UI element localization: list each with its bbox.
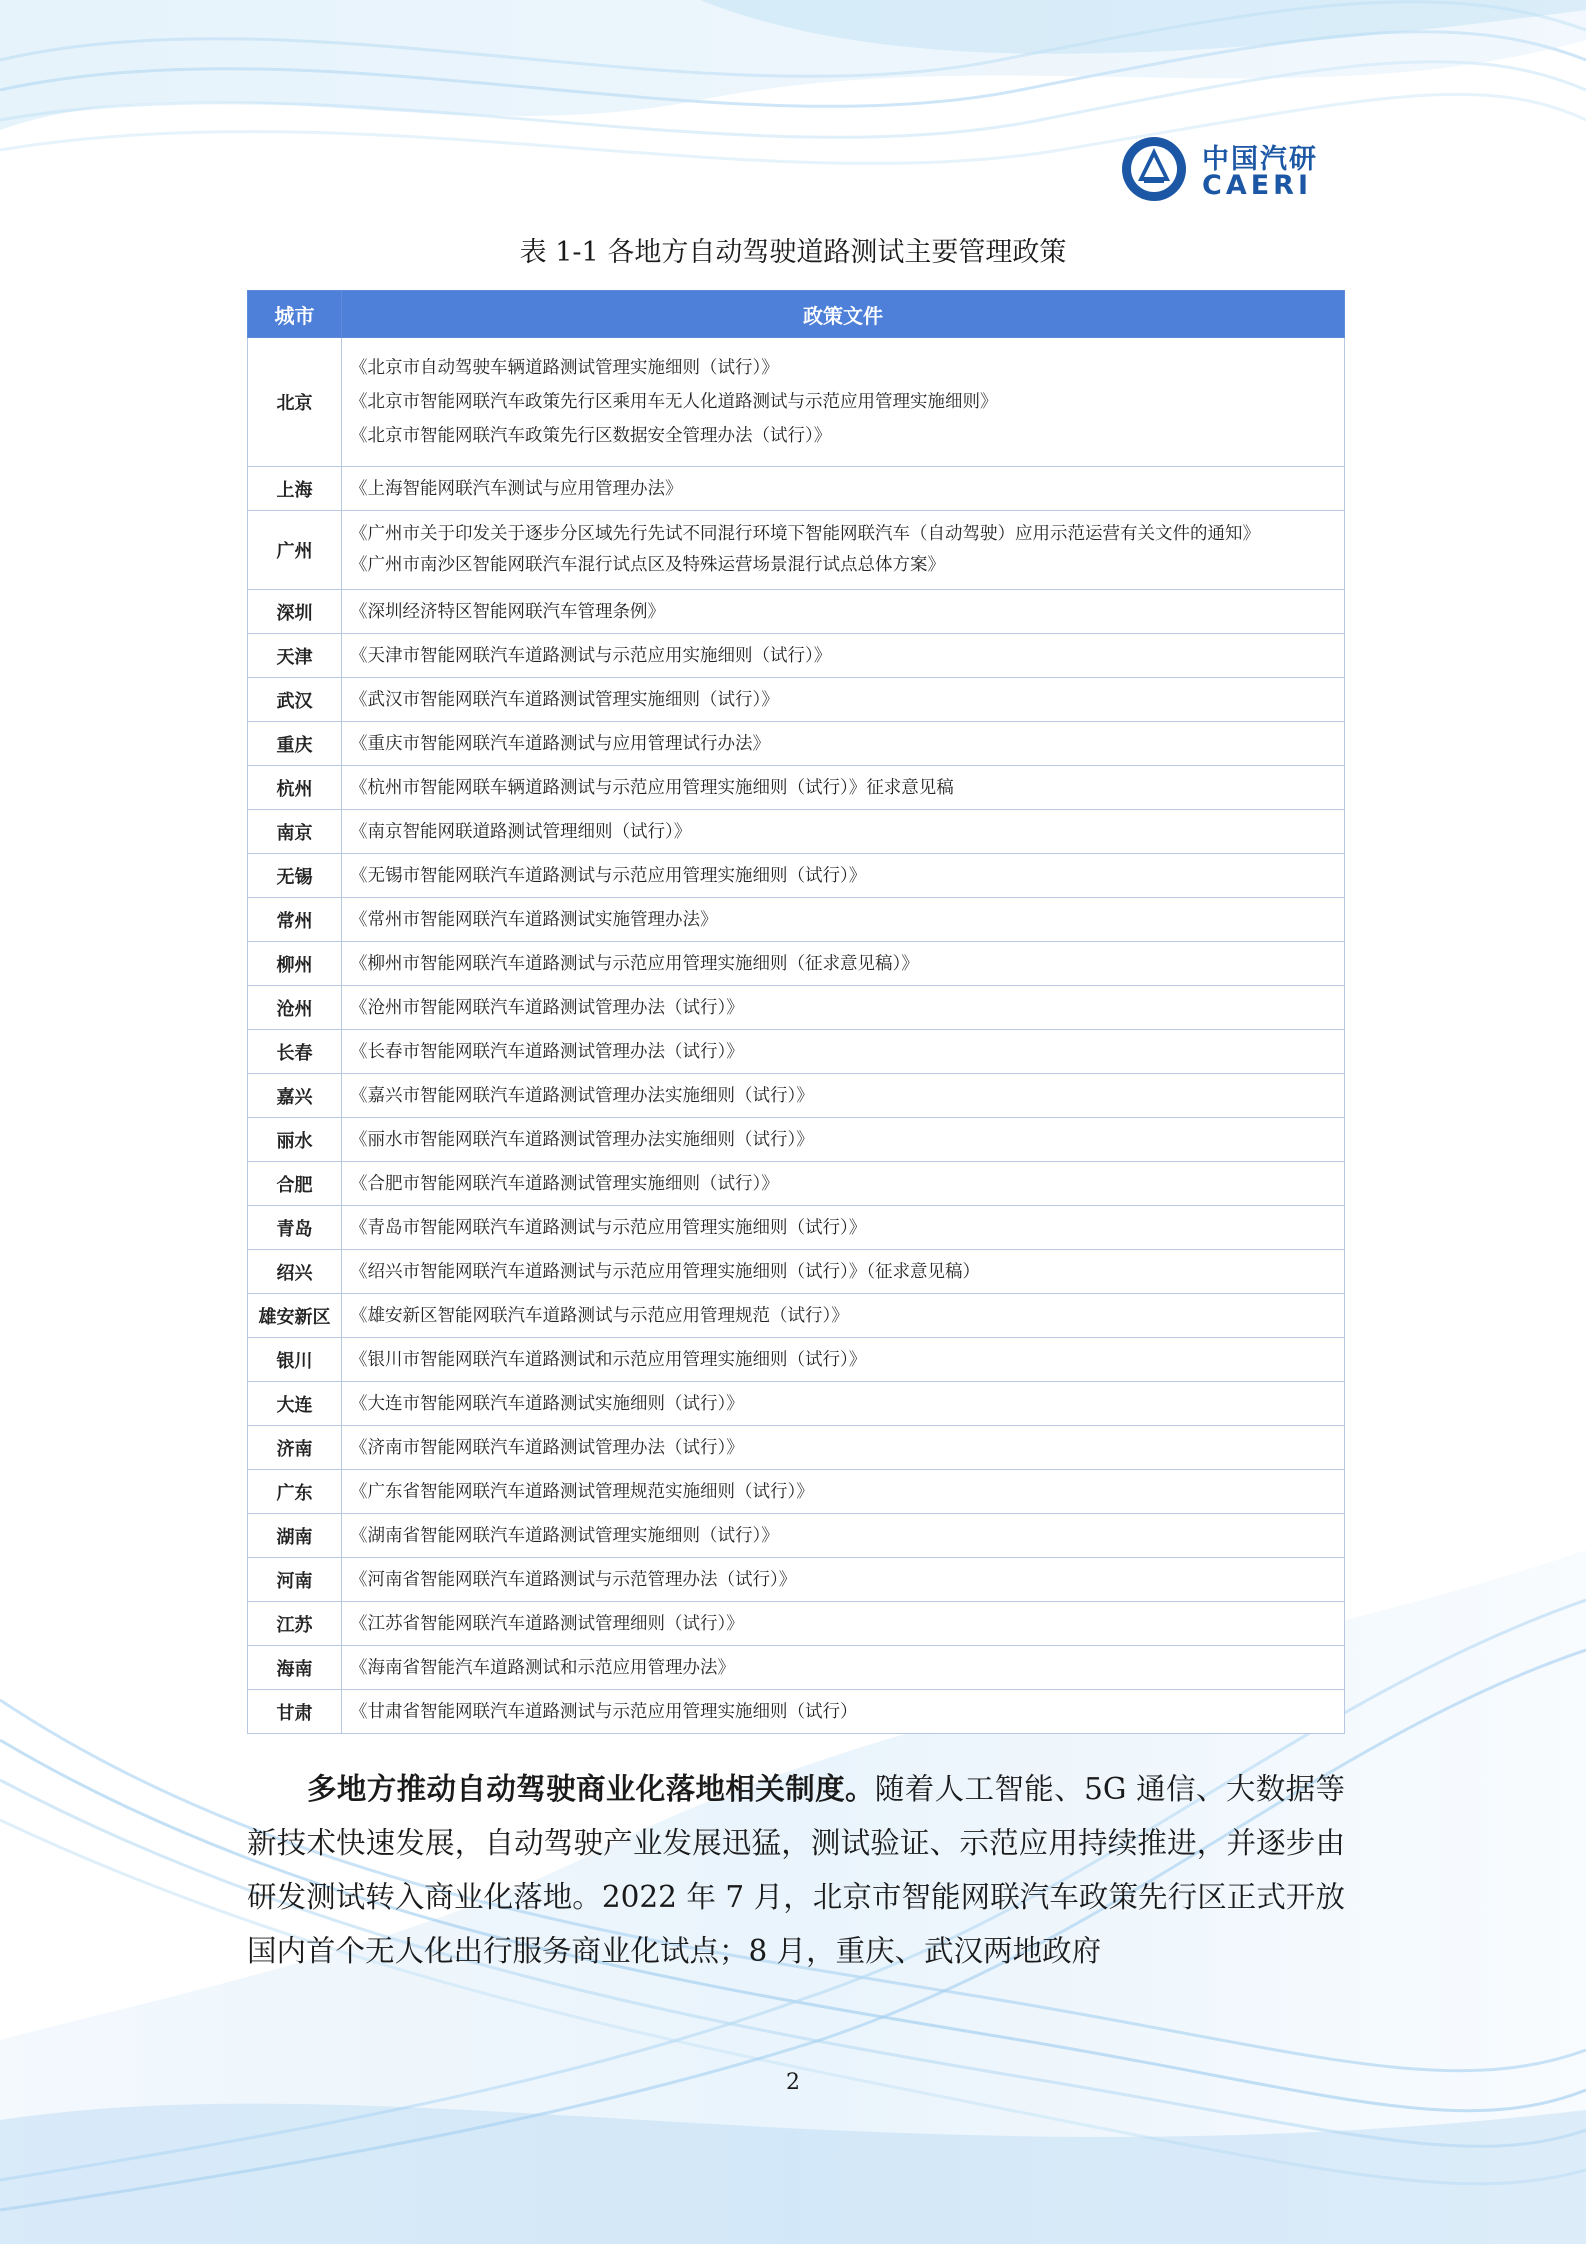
city-cell: 重庆 (248, 722, 342, 766)
table-row (248, 854, 1345, 898)
table-row (248, 1382, 1345, 1426)
policy-document: 《甘肃省智能网联汽车道路测试与示范应用管理实施细则（试行） (350, 1701, 858, 1722)
policy-docs-cell (342, 1294, 1345, 1338)
policy-docs-cell (342, 1558, 1345, 1602)
table-row (248, 634, 1345, 678)
policy-docs-cell (342, 854, 1345, 898)
policy-document: 《天津市智能网联汽车道路测试与示范应用实施细则（试行）》 (350, 645, 832, 666)
policy-docs-cell (342, 634, 1345, 678)
policy-docs-cell (342, 1690, 1345, 1734)
table-row (248, 467, 1345, 511)
policy-docs-cell (342, 1646, 1345, 1690)
policy-document: 《南京智能网联道路测试管理细则（试行）》 (350, 821, 692, 842)
policy-docs-cell (342, 1074, 1345, 1118)
policy-docs-cell (342, 766, 1345, 810)
table-body (248, 338, 1345, 1734)
table-row (248, 1074, 1345, 1118)
table-caption: 表 1-1 各地方自动驾驶道路测试主要管理政策 (519, 237, 1067, 268)
policy-docs-cell (342, 1030, 1345, 1074)
policy-docs-cell (342, 722, 1345, 766)
policy-document: 《武汉市智能网联汽车道路测试管理实施细则（试行）》 (350, 689, 779, 710)
policy-document: 《银川市智能网联汽车道路测试和示范应用管理实施细则（试行）》 (350, 1349, 867, 1370)
city-cell: 柳州 (248, 942, 342, 986)
policy-document: 《柳州市智能网联汽车道路测试与示范应用管理实施细则（征求意见稿）》 (350, 953, 919, 974)
city-cell: 济南 (248, 1426, 342, 1470)
policy-document: 《嘉兴市智能网联汽车道路测试管理办法实施细则（试行）》 (350, 1085, 814, 1106)
table-row (248, 766, 1345, 810)
policy-document: 《广东省智能网联汽车道路测试管理规范实施细则（试行）》 (350, 1481, 814, 1502)
policy-docs-cell (342, 511, 1345, 590)
table-row (248, 810, 1345, 854)
policy-table (247, 290, 1345, 1734)
policy-docs-cell (342, 1338, 1345, 1382)
page-number: 2 (786, 2070, 800, 2095)
table-row (248, 942, 1345, 986)
table-row (248, 986, 1345, 1030)
policy-document: 《深圳经济特区智能网联汽车管理条例》 (350, 601, 665, 622)
policy-document: 《合肥市智能网联汽车道路测试管理实施细则（试行）》 (350, 1173, 779, 1194)
policy-docs-cell (342, 467, 1345, 511)
city-cell: 深圳 (248, 590, 342, 634)
city-cell: 合肥 (248, 1162, 342, 1206)
table-row (248, 1602, 1345, 1646)
city-cell: 银川 (248, 1338, 342, 1382)
table-row (248, 1426, 1345, 1470)
city-cell: 丽水 (248, 1118, 342, 1162)
table-row (248, 1470, 1345, 1514)
body-paragraph (247, 1762, 1345, 1978)
city-cell: 杭州 (248, 766, 342, 810)
city-cell: 雄安新区 (248, 1294, 342, 1338)
table-row (248, 1162, 1345, 1206)
policy-document: 《广州市关于印发关于逐步分区域先行先试不同混行环境下智能网联汽车（自动驾驶）应用示范运营有关文件的通知》 (350, 524, 1260, 544)
policy-document: 《青岛市智能网联汽车道路测试与示范应用管理实施细则（试行）》 (350, 1217, 867, 1238)
city-cell: 河南 (248, 1558, 342, 1602)
policy-document: 《广州市南沙区智能网联汽车混行试点区及特殊运营场景混行试点总体方案》 (350, 555, 945, 575)
header-city: 城市 (248, 291, 342, 338)
city-cell: 武汉 (248, 678, 342, 722)
policy-docs-cell (342, 1382, 1345, 1426)
table-row (248, 1690, 1345, 1734)
policy-document: 《湖南省智能网联汽车道路测试管理实施细则（试行）》 (350, 1525, 779, 1546)
table-row (248, 590, 1345, 634)
policy-document: 《济南市智能网联汽车道路测试管理办法（试行）》 (350, 1437, 744, 1458)
table-row (248, 1206, 1345, 1250)
policy-document: 《常州市智能网联汽车道路测试实施管理办法》 (350, 909, 718, 930)
policy-docs-cell (342, 1206, 1345, 1250)
policy-docs-cell (342, 1514, 1345, 1558)
policy-docs-cell (342, 590, 1345, 634)
policy-docs-cell (342, 338, 1345, 467)
city-cell: 天津 (248, 634, 342, 678)
city-cell: 湖南 (248, 1514, 342, 1558)
city-cell: 常州 (248, 898, 342, 942)
policy-docs-cell (342, 942, 1345, 986)
city-cell: 江苏 (248, 1602, 342, 1646)
caeri-logo (1120, 125, 1340, 205)
table-row (248, 1514, 1345, 1558)
table-row (248, 1118, 1345, 1162)
policy-document: 《丽水市智能网联汽车道路测试管理办法实施细则（试行）》 (350, 1129, 814, 1150)
city-cell: 长春 (248, 1030, 342, 1074)
logo-english-text: CAERI (1202, 170, 1312, 201)
policy-document: 《海南省智能汽车道路测试和示范应用管理办法》 (350, 1657, 735, 1678)
policy-document: 《河南省智能网联汽车道路测试与示范管理办法（试行）》 (350, 1569, 797, 1590)
policy-document: 《绍兴市智能网联汽车道路测试与示范应用管理实施细则（试行）》（征求意见稿） (350, 1261, 980, 1282)
policy-document: 《北京市自动驾驶车辆道路测试管理实施细则（试行）》 (350, 358, 779, 378)
table-row (248, 338, 1345, 467)
policy-docs-cell (342, 1470, 1345, 1514)
policy-document: 《北京市智能网联汽车政策先行区数据安全管理办法（试行）》 (350, 426, 832, 446)
city-cell: 广州 (248, 511, 342, 590)
policy-docs-cell (342, 1426, 1345, 1470)
table-row (248, 1030, 1345, 1074)
city-cell: 绍兴 (248, 1250, 342, 1294)
policy-document: 《上海智能网联汽车测试与应用管理办法》 (350, 478, 683, 499)
table-row (248, 678, 1345, 722)
policy-docs-cell (342, 678, 1345, 722)
table-row (248, 722, 1345, 766)
city-cell: 无锡 (248, 854, 342, 898)
policy-document: 《江苏省智能网联汽车道路测试管理细则（试行）》 (350, 1613, 744, 1634)
logo-chinese-text: 中国汽研 (1202, 144, 1318, 175)
policy-document: 《大连市智能网联汽车道路测试实施细则（试行）》 (350, 1393, 744, 1414)
policy-docs-cell (342, 1602, 1345, 1646)
table-header-row (248, 291, 1345, 338)
policy-document: 《杭州市智能网联车辆道路测试与示范应用管理实施细则（试行）》征求意见稿 (350, 777, 954, 798)
policy-docs-cell (342, 810, 1345, 854)
city-cell: 甘肃 (248, 1690, 342, 1734)
table-row (248, 1558, 1345, 1602)
table-row (248, 1250, 1345, 1294)
city-cell: 青岛 (248, 1206, 342, 1250)
policy-document: 《重庆市智能网联汽车道路测试与应用管理试行办法》 (350, 733, 770, 754)
table-row (248, 898, 1345, 942)
policy-docs-cell (342, 898, 1345, 942)
policy-docs-cell (342, 1162, 1345, 1206)
policy-docs-cell (342, 1250, 1345, 1294)
city-cell: 沧州 (248, 986, 342, 1030)
policy-docs-cell (342, 1118, 1345, 1162)
header-docs: 政策文件 (342, 291, 1345, 338)
table-row (248, 511, 1345, 590)
policy-document: 《长春市智能网联汽车道路测试管理办法（试行）》 (350, 1041, 744, 1062)
policy-document: 《雄安新区智能网联汽车道路测试与示范应用管理规范（试行）》 (350, 1305, 849, 1326)
city-cell: 广东 (248, 1470, 342, 1514)
caeri-emblem-icon (1120, 135, 1188, 203)
table-row (248, 1294, 1345, 1338)
city-cell: 北京 (248, 338, 342, 467)
policy-document: 《北京市智能网联汽车政策先行区乘用车无人化道路测试与示范应用管理实施细则》 (350, 392, 998, 412)
policy-document: 《沧州市智能网联汽车道路测试管理办法（试行）》 (350, 997, 744, 1018)
paragraph-lead: 多地方推动自动驾驶商业化落地相关制度。 (307, 1772, 875, 1806)
city-cell: 海南 (248, 1646, 342, 1690)
paragraph-text: 随着人工智能、5G 通信、大数据等新技术快速发展，自动驾驶产业发展迅猛，测试验证、示范应用持续推进，并逐步由研发测试转入商业化落地。2022 年 7 月，北京市智能网联汽车政策先行区正式开放国内首个无人化出行服务商业化试点；8 月，重庆、武汉两地政府 (247, 1772, 1345, 1968)
table-row (248, 1338, 1345, 1382)
city-cell: 南京 (248, 810, 342, 854)
city-cell: 大连 (248, 1382, 342, 1426)
table-row (248, 1646, 1345, 1690)
policy-document: 《无锡市智能网联汽车道路测试与示范应用管理实施细则（试行）》 (350, 865, 867, 886)
policy-docs-cell (342, 986, 1345, 1030)
city-cell: 嘉兴 (248, 1074, 342, 1118)
city-cell: 上海 (248, 467, 342, 511)
